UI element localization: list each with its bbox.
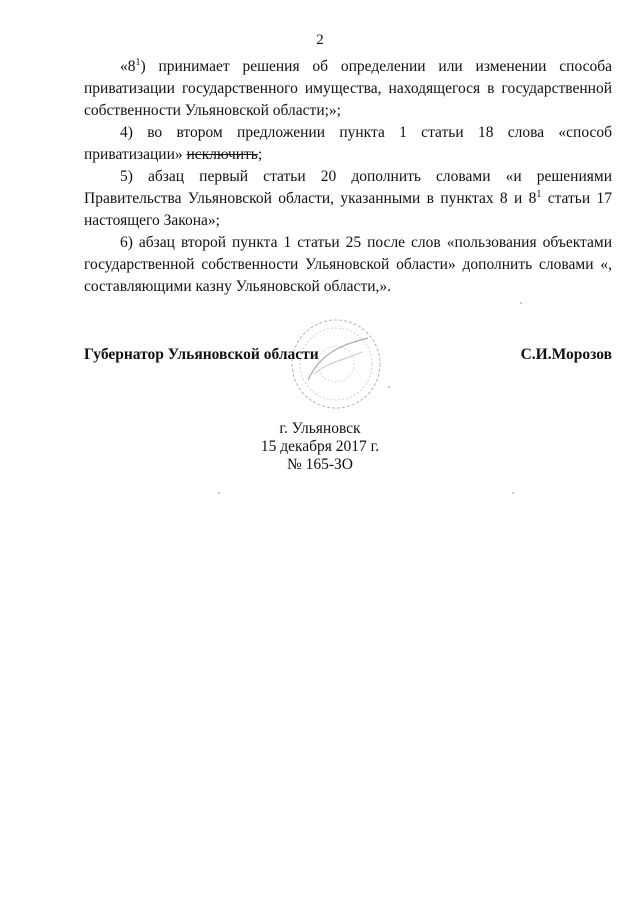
paragraph-text: ) принимает решения об определении или изменении способа приватизации государственного имущества, находящегося в государственной собственности Ульяновской области;»; [84,58,612,119]
paragraph-item-6: 6) абзац второй пункта 1 статьи 25 после слов «пользования объектами государственной собственности Ульяновской области» дополнить словами «, составляющими казну Ульяновской области,». [84,234,612,295]
struck-word: исключить [186,146,258,163]
scan-speck [388,386,390,388]
paragraph-text: статьи 17 настоящего Закона»; [84,190,612,229]
scan-speck [512,492,514,494]
official-seal-stamp [288,316,384,412]
paragraph-item-5 [84,166,612,232]
page-number: 2 [316,32,324,48]
superscript: 1 [135,56,141,68]
scan-speck [520,302,522,304]
law-number: № 165-ЗО [286,456,354,473]
paragraph-text: ; [257,146,263,163]
paragraph-8-1 [84,56,612,122]
document-footer [0,420,640,474]
city: г. Ульяновск [279,420,361,437]
governor-title: Губернатор Ульяновской области [84,346,319,363]
governor-name: С.И.Морозов [520,346,612,363]
paragraph-item-4 [84,122,612,166]
superscript: 1 [536,188,542,200]
paragraph-text: 4) во втором предложении пункта 1 статьи 18 слова «способ приватизации» [84,124,612,163]
document-body [84,56,612,298]
paragraph-text: 5) абзац первый статьи 20 дополнить словами «и решениями Правительства Ульяновской области, указанными в пунктах 8 и 8 [84,168,612,207]
paragraph-text: «8 [120,58,136,75]
date: 15 декабря 2017 г. [260,438,380,455]
scan-speck [218,492,220,494]
